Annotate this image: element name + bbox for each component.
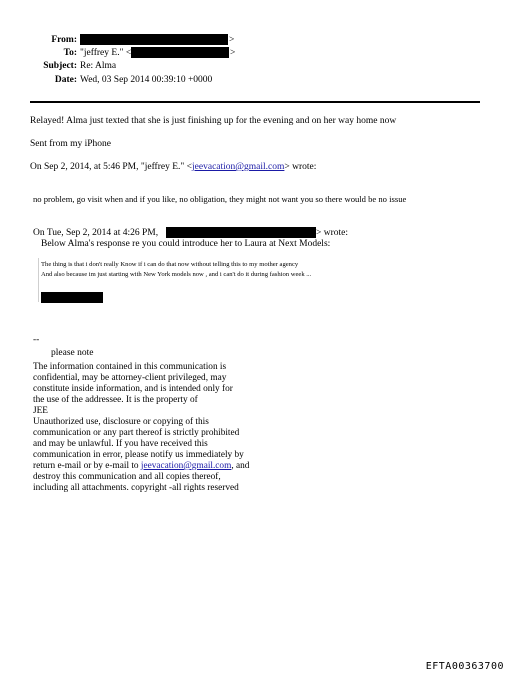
- disclaimer-line: The information contained in this communication is: [33, 362, 227, 372]
- from-close: >: [229, 35, 235, 45]
- disclaimer-line: JEE: [33, 406, 48, 416]
- disclaimer-line: constitute inside information, and is intended only for: [33, 384, 233, 394]
- to-label: To:: [63, 48, 77, 58]
- disclaimer-line-email: [33, 461, 249, 472]
- redacted-block: [41, 292, 103, 303]
- redacted-block: [80, 34, 228, 45]
- sent-from-iphone: Sent from my iPhone: [30, 139, 112, 149]
- subject-label: Subject:: [43, 61, 77, 71]
- email-link[interactable]: jeevacation@gmail.com: [140, 461, 232, 471]
- header-divider: [30, 101, 480, 103]
- disclaimer-email-suffix: , and: [231, 461, 250, 471]
- disclaimer-line: communication or any part thereof is strictly prohibited: [33, 428, 240, 438]
- body-line-relayed: Relayed! Alma just texted that she is just finishing up for the evening and on her way home now: [30, 116, 397, 126]
- document-id: EFTA00363700: [425, 661, 504, 672]
- signature-dashes: --: [33, 335, 40, 345]
- quote-header-1-suffix: > wrote:: [284, 162, 317, 172]
- quote-line-2: And also because im just starting with New York models now , and i can't do it during fashion week ...: [41, 271, 312, 278]
- disclaimer-line: the use of the addressee. It is the property of: [33, 395, 198, 405]
- please-note: please note: [51, 348, 94, 358]
- disclaimer-line: confidential, may be attorney-client privileged, may: [33, 373, 227, 383]
- quote-header-2-suffix: > wrote:: [316, 228, 349, 238]
- quote-bar: [38, 258, 39, 302]
- to-value: "jeffrey E." <: [80, 48, 132, 58]
- disclaimer-line: communication in error, please notify us immediately by: [33, 450, 244, 460]
- disclaimer-line: and may be unlawful. If you have received this: [33, 439, 208, 449]
- redacted-block: [166, 227, 316, 238]
- disclaimer-line: destroy this communication and all copies thereof,: [33, 472, 221, 482]
- date-label: Date:: [54, 75, 77, 85]
- subject-value: Re: Alma: [80, 61, 117, 71]
- disclaimer-email-prefix: return e-mail or by e-mail to: [33, 461, 141, 471]
- disclaimer-line: Unauthorized use, disclosure or copying of this: [33, 417, 209, 427]
- quote-header-1-prefix: On Sep 2, 2014, at 5:46 PM, "jeffrey E." <: [30, 162, 193, 172]
- to-close: >: [230, 48, 236, 58]
- date-value: Wed, 03 Sep 2014 00:39:10 +0000: [80, 75, 213, 85]
- email-link[interactable]: jeevacation@gmail.com: [192, 162, 285, 172]
- disclaimer-text: [33, 362, 249, 494]
- disclaimer-line: including all attachments. copyright -all rights reserved: [33, 483, 239, 493]
- quote-header-1: [30, 162, 316, 172]
- redacted-block: [131, 47, 229, 58]
- from-label: From:: [51, 35, 77, 45]
- below-text: Below Alma's response re you could introduce her to Laura at Next Models:: [41, 239, 331, 249]
- quote-line-1: The thing is that i don't really Know if i can do that now without telling this to my mother agency: [41, 261, 299, 268]
- quote-header-2-prefix: On Tue, Sep 2, 2014 at 4:26 PM,: [33, 228, 159, 238]
- reply-text: no problem, go visit when and if you like, no obligation, they might not want you so there would be no issue: [33, 194, 407, 204]
